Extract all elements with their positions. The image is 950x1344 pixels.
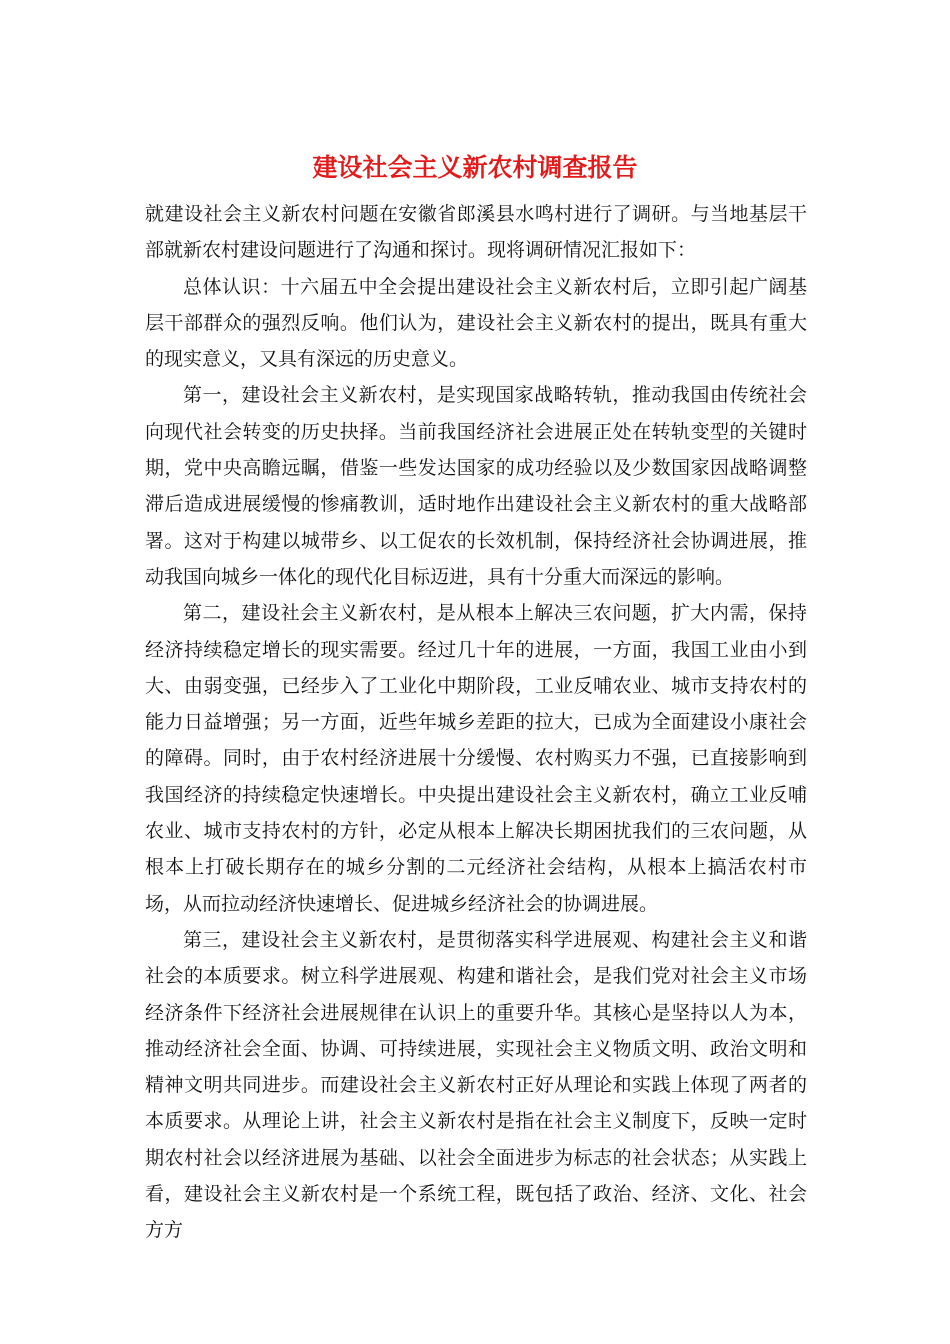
paragraph-first: 第一，建设社会主义新农村，是实现国家战略转轨，推动我国由传统社会向现代社会转变的历史抉择。当前我国经济社会进展正处在转轨变型的关键时期，党中央高瞻远瞩，借鉴一些发达国家的成功经验以及少数国家因战略调整滞后造成进展缓慢的惨痛教训，适时地作出建设社会主义新农村的重大战略部署。这对于构建以城带乡、以工促农的长效机制，保持经济社会协调进展，推动我国向城乡一体化的现代化目标迈进，具有十分重大而深远的影响。	[145, 384, 807, 588]
paragraph-overall: 总体认识：十六届五中全会提出建设社会主义新农村后，立即引起广阔基层干部群众的强烈反响。他们认为，建设社会主义新农村的提出，既具有重大的现实意义，又具有深远的历史意义。	[145, 275, 807, 371]
paragraph-intro: 就建设社会主义新农村问题在安徽省郎溪县水鸣村进行了调研。与当地基层干部就新农村建设问题进行了沟通和探讨。现将调研情况汇报如下：	[145, 203, 807, 262]
paragraph-third: 第三，建设社会主义新农村，是贯彻落实科学进展观、构建社会主义和谐社会的本质要求。树立科学进展观、构建和谐社会，是我们党对社会主义市场经济条件下经济社会进展规律在认识上的重要升华。其核心是坚持以人为本，推动经济社会全面、协调、可持续进展，实现社会主义物质文明、政治文明和精神文明共同进步。而建设社会主义新农村正好从理论和实践上体现了两者的本质要求。从理论上讲，社会主义新农村是指在社会主义制度下，反映一定时期农村社会以经济进展为基础、以社会全面进步为标志的社会状态；从实践上看，建设社会主义新农村是一个系统工程，既包括了政治、经济、文化、社会方方	[145, 928, 807, 1242]
document-title: 建设社会主义新农村调查报告	[312, 153, 638, 182]
document-body	[145, 196, 807, 1249]
paragraph-second: 第二，建设社会主义新农村，是从根本上解决三农问题，扩大内需，保持经济持续稳定增长的现实需要。经过几十年的进展，一方面，我国工业由小到大、由弱变强，已经步入了工业化中期阶段，工业反哺农业、城市支持农村的能力日益增强；另一方面，近些年城乡差距的拉大，已成为全面建设小康社会的障碍。同时，由于农村经济进展十分缓慢、农村购买力不强，已直接影响到我国经济的持续稳定快速增长。中央提出建设社会主义新农村，确立工业反哺农业、城市支持农村的方针，必定从根本上解决长期困扰我们的三农问题，从根本上打破长期存在的城乡分割的二元经济社会结构，从根本上搞活农村市场，从而拉动经济快速增长、促进城乡经济社会的协调进展。	[145, 602, 807, 915]
